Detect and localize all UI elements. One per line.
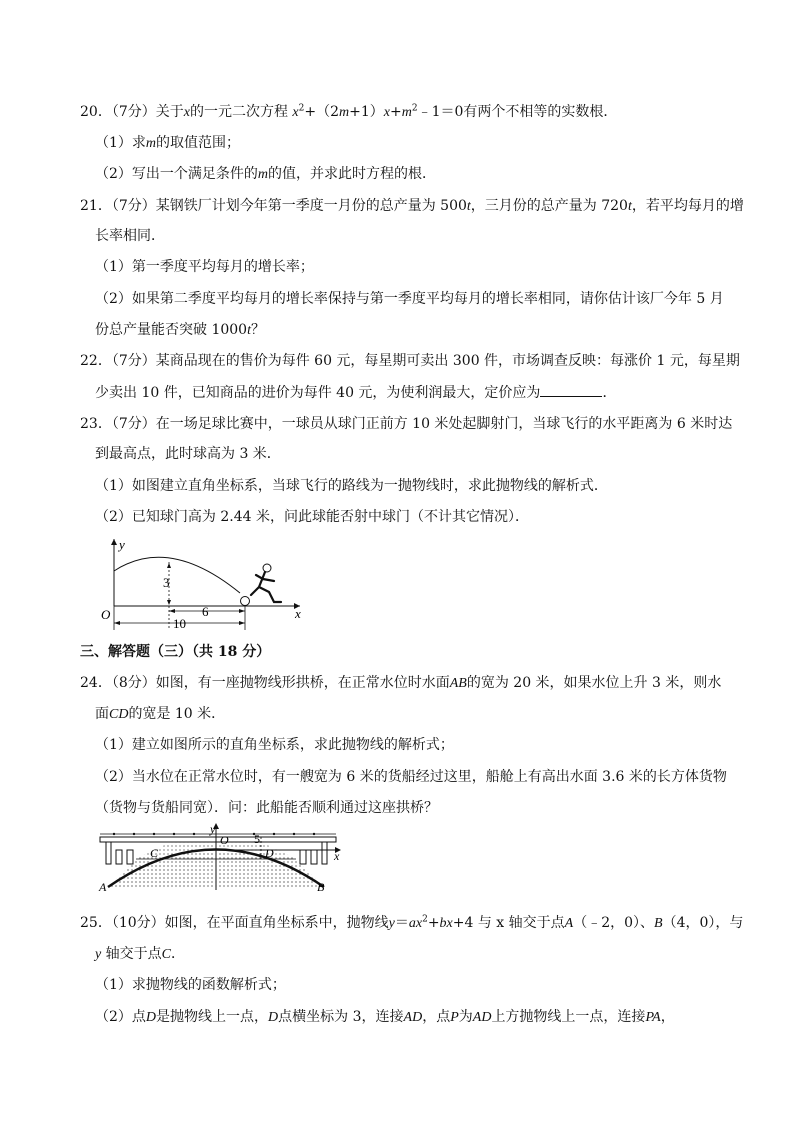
q23-y-label: y (119, 537, 125, 552)
q21-part2-line2: 份总产量能否突破 1000t？ (95, 322, 265, 338)
q23-origin-label: O (101, 607, 111, 622)
q20-part1: （1）求m的取值范围； (95, 135, 241, 151)
q23-x-label: x (295, 606, 301, 621)
q23-stem-line2: 到最高点，此时球高为 3 米． (95, 446, 281, 462)
q23-distance-10-label: 10 (173, 616, 186, 630)
q23-height-label: 3 (163, 575, 170, 590)
q24-stem-line2: 面CD的宽是 10 米． (95, 706, 226, 722)
q23-stem: 23．（7分）在一场足球比赛中，一球员从球门正前方 10 米处起脚射门，当球飞行的水平距离为 6 米时达 (80, 416, 733, 432)
q22-stem-line2: 少卖出 10 件，已知商品的进价为每件 40 元，为使利润最大，定价应为 ． (95, 382, 616, 403)
q24-part2: （2）当水位在正常水位时，有一艘宽为 6 米的货船经过这里，船舱上有高出水面 3.6 米的长方体货物 (95, 769, 727, 785)
q24-point-b: B (317, 880, 325, 892)
q24-bridge-figure (94, 820, 344, 892)
q22-stem: 22．（7分）某商品现在的售价为每件 60 元，每星期可卖出 300 件，市场调查反映：每涨价 1 元，每星期 (80, 353, 740, 369)
q24-x-label: x (334, 849, 340, 863)
q21-stem-line2: 长率相同． (95, 228, 165, 244)
q21-part1: （1）第一季度平均每月的增长率； (95, 259, 314, 275)
q25-part1: （1）求抛物线的函数解析式； (95, 977, 286, 993)
q24-stem: 24．（8分）如图，有一座抛物线形拱桥，在正常水位时水面AB的宽为 20 米，如果水位上升 3 米，则水 (80, 675, 722, 691)
q20-part2: （2）写出一个满足条件的m的值，并求此时方程的根． (95, 166, 437, 182)
q24-part1: （1）建立如图所示的直角坐标系，求此抛物线的解析式； (95, 737, 454, 753)
section-heading: 三、解答题（三）（共 18 分） (80, 644, 271, 660)
q24-point-c: C (150, 846, 159, 860)
answer-blank[interactable] (540, 382, 602, 397)
q20-stem: 20．（7分）关于x的一元二次方程 $x^2+(2m+1)x+m^2﹣1=0$有两个不相等的实数根． (80, 103, 618, 120)
q21-stem: 21．（7分）某钢铁厂计划今年第一季度一月份的总产量为 500t，三月份的总产量为 720t，若平均每月的增 (80, 198, 744, 214)
q23-figure (88, 535, 308, 630)
q23-part1: （1）如图建立直角坐标系，当球飞行的路线为一抛物线时，求此抛物线的解析式． (95, 478, 608, 494)
q21-part2: （2）如果第二季度平均每月的增长率保持与第一季度平均每月的增长率相同，请你估计该厂今年 5 月 (95, 291, 724, 307)
q24-origin-label: O (220, 833, 229, 847)
q24-five-label: 5 (254, 832, 260, 846)
q23-distance-6-label: 6 (202, 604, 209, 619)
q24-part2-line2: （货物与货船同宽）．问：此船能否顺利通过这座拱桥？ (95, 800, 438, 816)
q25-part2: （2）点D是抛物线上一点，D点横坐标为 3，连接AD，点P为AD上方抛物线上一点，连接PA， (95, 1009, 675, 1025)
q23-part2: （2）已知球门高为 2.44 米，问此球能否射中球门（不计其它情况）． (95, 509, 529, 525)
q24-point-a: A (99, 880, 107, 892)
q25-stem: 25．（10分）如图，在平面直角坐标系中，抛物线$y=ax^2+bx+4$ 与 x 轴交于点A（﹣2，0）、B（4，0），与 (80, 914, 744, 931)
q24-y-label: y (210, 822, 216, 836)
q24-point-d: D (265, 846, 274, 860)
q25-stem-line2: y 轴交于点C． (95, 946, 186, 962)
